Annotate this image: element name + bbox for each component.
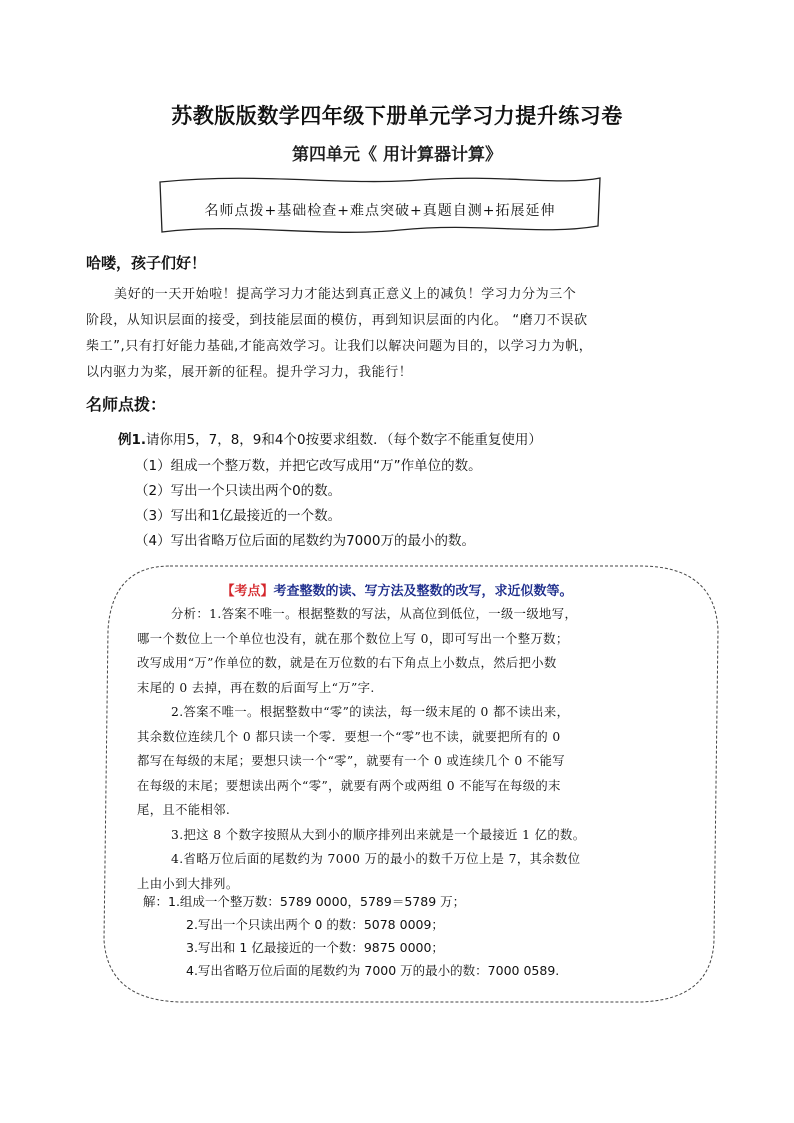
analysis-line: 3.把这 8 个数字按照从大到小的顺序排列出来就是一个最接近 1 亿的数。 xyxy=(171,827,586,842)
example-item: （3）写出和1亿最接近的一个数。 xyxy=(135,508,342,524)
intro-line: 柴工”,只有打好能力基础,才能高效学习。让我们以解决问题为目的，以学习力为帆， xyxy=(86,339,593,354)
intro-line: 以内驱力为桨，展开新的征程。提升学习力，我能行！ xyxy=(86,365,413,380)
page-title: 苏教版版数学四年级下册单元学习力提升练习卷 xyxy=(171,104,623,128)
greeting: 哈喽，孩子们好！ xyxy=(86,254,207,272)
example-label: 例1. xyxy=(118,432,147,448)
kaodian-heading xyxy=(0,580,794,599)
example-item: （2）写出一个只读出两个0的数。 xyxy=(135,483,342,499)
analysis-line: 分析：1.答案不唯一。根据整数的写法，从高位到低位，一级一级地写， xyxy=(171,607,578,621)
analysis-line: 4.省略万位后面的尾数约为 7000 万的最小的数千万位上是 7，其余数位 xyxy=(171,852,581,866)
solution-line: 4.写出省略万位后面的尾数约为 7000 万的最小的数：7000 0589. xyxy=(186,963,560,978)
analysis-line: 改写成用“万”作单位的数，就是在万位数的右下角点上小数点，然后把小数 xyxy=(137,656,557,670)
intro-line: 美好的一天开始啦！提高学习力才能达到真正意义上的减负！学习力分为三个 xyxy=(114,287,577,302)
analysis-line: 其余数位连续几个 0 都只读一个零．要想一个“零”也不读，就要把所有的 0 xyxy=(137,729,561,744)
analysis-line: 尾，且不能相邻. xyxy=(137,803,231,817)
analysis-text xyxy=(137,602,672,896)
example-text: 请你用5，7，8，9和4个0按要求组数．（每个数字不能重复使用） xyxy=(146,432,542,448)
solution-line: 解：1.组成一个整万数：5789 0000，5789＝5789 万； xyxy=(143,894,466,909)
unit-subtitle: 第四单元《 用计算器计算》 xyxy=(292,145,502,165)
analysis-line: 末尾的 0 去掉，再在数的后面写上“万”字. xyxy=(137,680,375,695)
example-item: （1）组成一个整万数，并把它改写成用“万”作单位的数。 xyxy=(135,458,482,474)
example-item: （4）写出省略万位后面的尾数约为7000万的最小的数。 xyxy=(135,533,475,549)
analysis-line: 都写在每级的末尾；要想只读一个“零”，就要有一个 0 或连续几个 0 不能写 xyxy=(137,754,565,768)
kaodian-text: 考查整数的读、写方法及整数的改写，求近似数等。 xyxy=(273,584,573,599)
kaodian-label: 【考点】 xyxy=(221,584,274,599)
analysis-line: 上由小到大排列。 xyxy=(137,876,239,891)
section-title: 名师点拨： xyxy=(86,395,167,414)
analysis-line: 2.答案不唯一。根据整数中“零”的读法，每一级末尾的 0 都不读出来， xyxy=(171,705,570,719)
solution-line: 3.写出和 1 亿最接近的一个数：9875 0000； xyxy=(186,940,444,955)
intro-line: 阶段，从知识层面的接受，到技能层面的模仿，再到知识层面的内化。 “磨刀不误砍 xyxy=(86,313,588,328)
banner-text: 名师点拨+基础检查+难点突破+真题自测+拓展延伸 xyxy=(204,203,556,219)
analysis-line: 在每级的末尾；要想读出两个“零”，就要有两个或两组 0 不能写在每级的末 xyxy=(137,778,561,793)
solution-line: 2.写出一个只读出两个 0 的数：5078 0009； xyxy=(186,917,444,932)
analysis-line: 哪一个数位上一个单位也没有，就在那个数位上写 0，即可写出一个整万数； xyxy=(137,631,569,646)
